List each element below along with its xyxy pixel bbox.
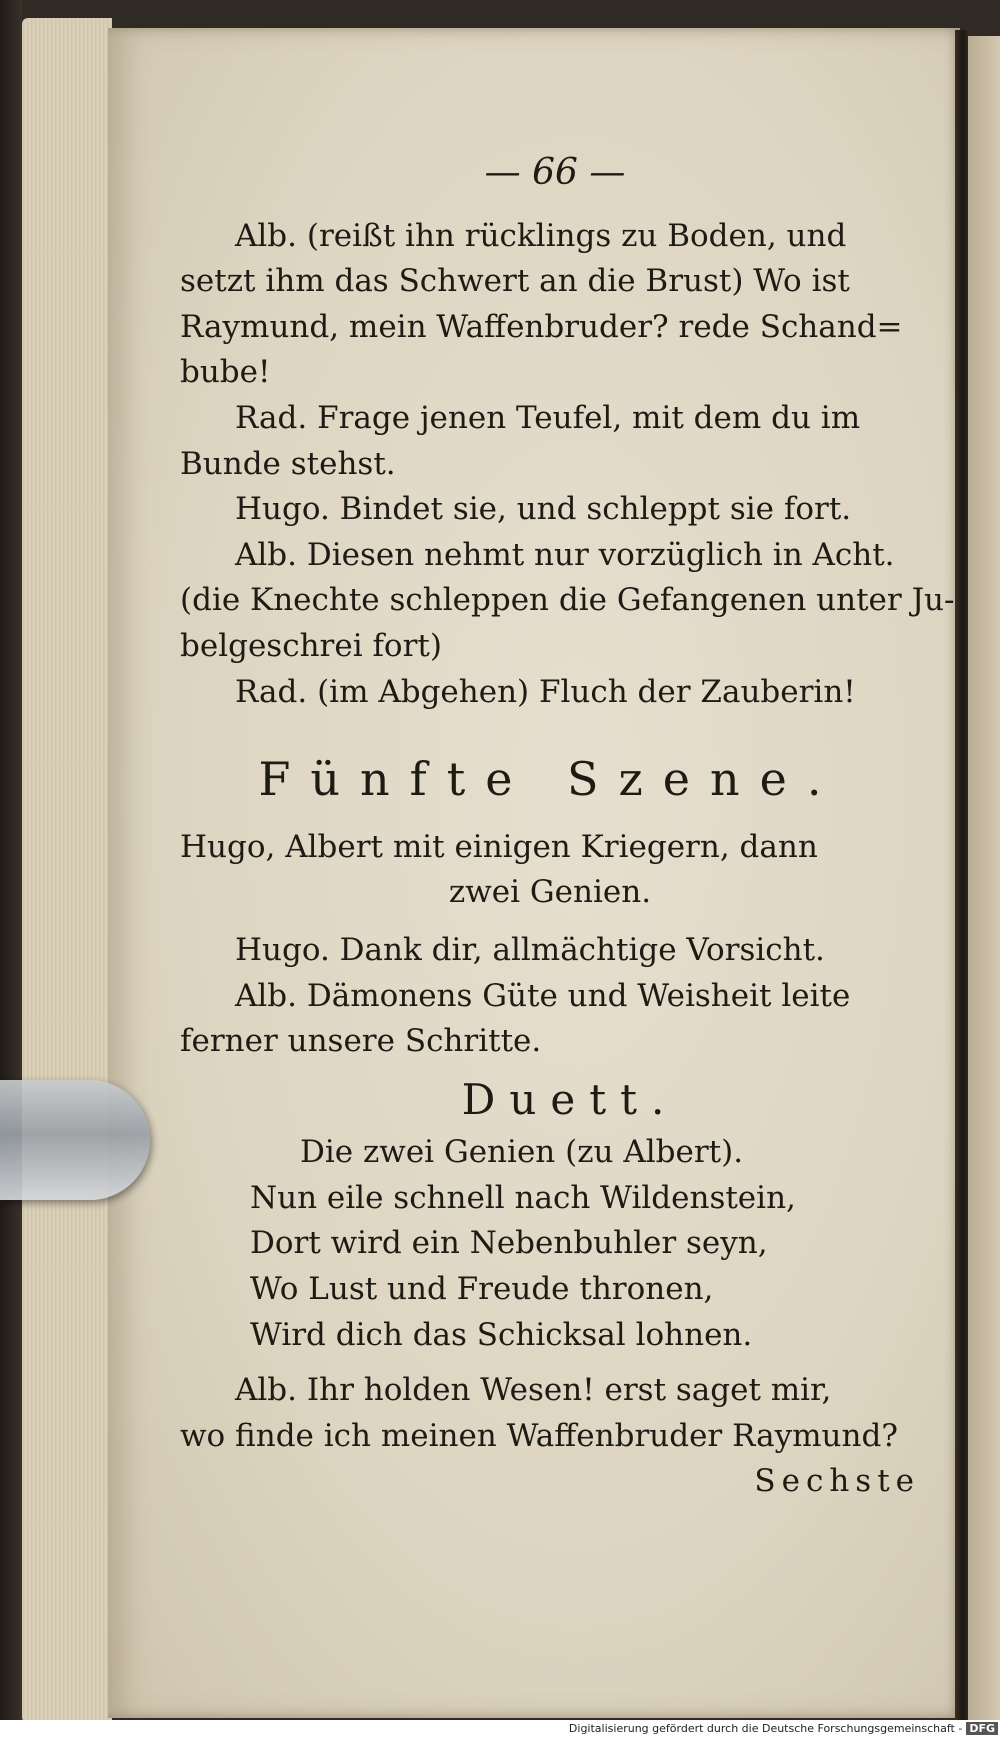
footer-credit bbox=[0, 1720, 1000, 1737]
page-text bbox=[180, 150, 955, 1505]
cast-line: Hugo, Albert mit einigen Kriegern, dann bbox=[180, 828, 818, 865]
catchword: Sechste bbox=[754, 1463, 920, 1500]
text-line: setzt ihm das Schwert an die Brust) Wo ist bbox=[180, 263, 850, 300]
page-number: — 66 — bbox=[484, 152, 626, 193]
text-line: (die Knechte schleppen die Gefangenen unter Ju- bbox=[180, 582, 955, 619]
verse-line: Wo Lust und Freude thronen, bbox=[250, 1271, 714, 1308]
text-line: Rad. (im Abgehen) Fluch der Zauberin! bbox=[235, 673, 856, 710]
text-line: bube! bbox=[180, 354, 271, 391]
cast-line: zwei Genien. bbox=[448, 874, 652, 911]
text-line: wo finde ich meinen Waffenbruder Raymund? bbox=[180, 1417, 898, 1454]
dfg-logo: DFG bbox=[966, 1722, 998, 1735]
text-line: Bunde stehst. bbox=[180, 445, 396, 482]
text-line: Alb. Ihr holden Wesen! erst saget mir, bbox=[235, 1372, 832, 1409]
text-line: Rad. Frage jenen Teufel, mit dem du im bbox=[235, 399, 861, 436]
dialogue-line: Alb. Dämonens Güte und Weisheit leite bbox=[235, 977, 851, 1014]
text-line: Hugo. Bindet sie, und schleppt sie fort. bbox=[235, 491, 852, 528]
next-page-edge bbox=[968, 36, 1000, 1720]
duett-heading: Duett. bbox=[461, 1074, 679, 1124]
text-line: belgeschrei fort) bbox=[180, 627, 442, 664]
scene-heading: Fünfte Szene. bbox=[258, 752, 842, 807]
verse-line: Wird dich das Schicksal lohnen. bbox=[250, 1316, 753, 1353]
dialogue-line: Hugo. Dank dir, allmächtige Vorsicht. bbox=[235, 931, 825, 968]
text-line: Alb. (reißt ihn rücklings zu Boden, und bbox=[235, 217, 847, 254]
text-line: Alb. Diesen nehmt nur vorzüglich in Acht. bbox=[235, 536, 895, 573]
verse-heading: Die zwei Genien (zu Albert). bbox=[300, 1134, 744, 1171]
page-block-edge bbox=[22, 18, 112, 1723]
dialogue-line: ferner unsere Schritte. bbox=[180, 1023, 542, 1060]
verse-line: Nun eile schnell nach Wildenstein, bbox=[250, 1179, 796, 1216]
book-cover-edge bbox=[0, 0, 22, 1737]
bookmark-clip bbox=[0, 1080, 150, 1200]
footer-text: Digitalisierung gefördert durch die Deutsche Forschungsgemeinschaft - bbox=[568, 1722, 963, 1735]
verse-line: Dort wird ein Nebenbuhler seyn, bbox=[250, 1225, 768, 1262]
text-line: Raymund, mein Waffenbruder? rede Schand= bbox=[180, 308, 903, 345]
